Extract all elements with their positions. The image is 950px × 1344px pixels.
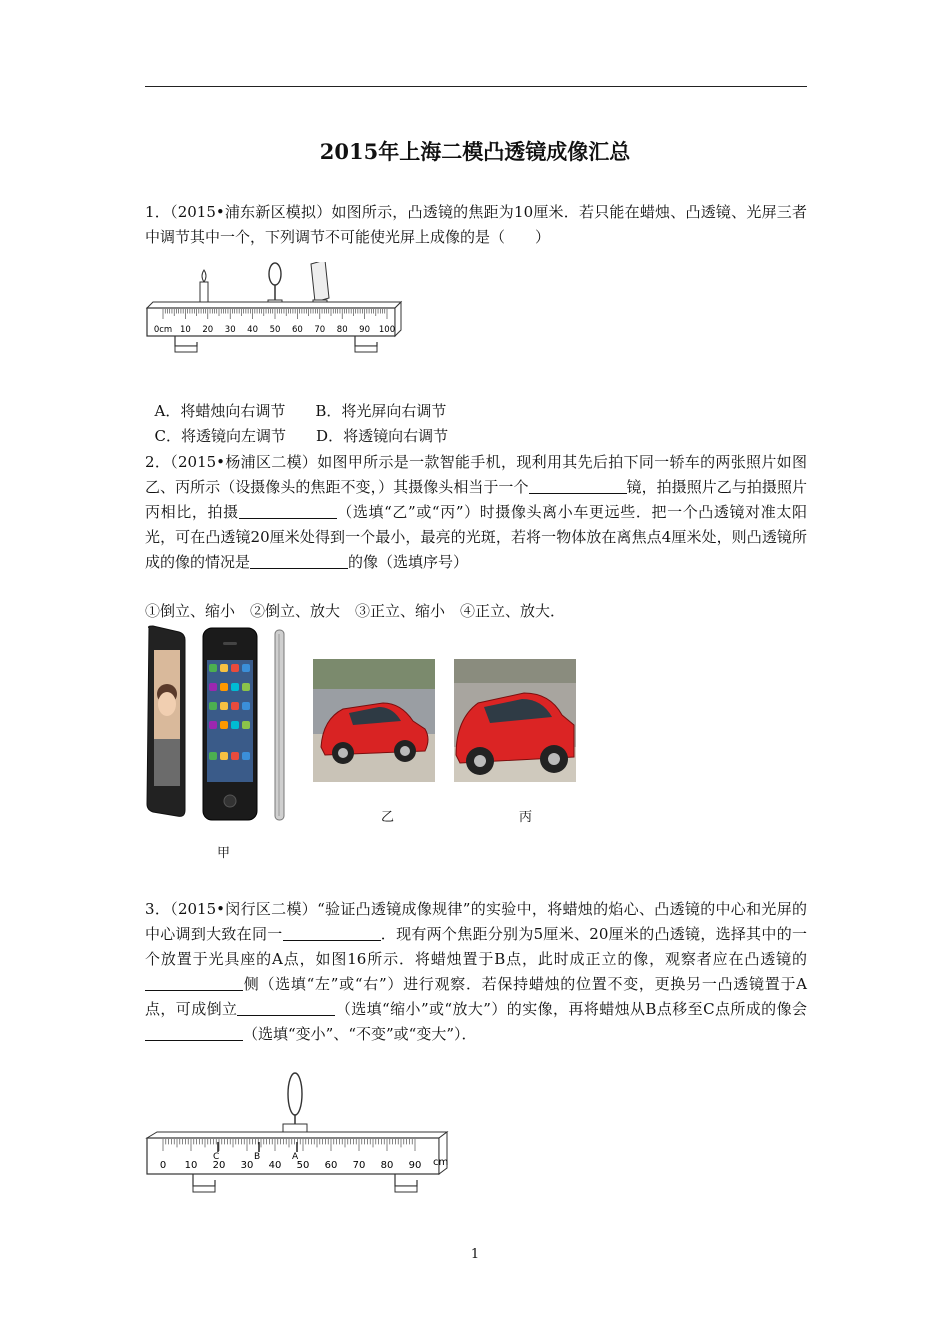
app-icon: [231, 683, 239, 691]
svg-text:C: C: [213, 1152, 220, 1162]
answer-blank-7[interactable]: [145, 1024, 243, 1041]
phone-homescreen-icon: [203, 628, 257, 820]
app-icon: [220, 664, 228, 672]
ruler-label: 90: [408, 1160, 422, 1171]
app-icon: [231, 664, 239, 672]
convex-lens-icon: [283, 1073, 307, 1134]
ruler-label: 100: [378, 325, 396, 335]
optical-bench-figure-16: [143, 1066, 455, 1198]
page-title: 2015年上海二模凸透镜成像汇总: [319, 139, 631, 164]
ruler-label: 50: [269, 325, 281, 335]
phone-front-icon: [147, 626, 185, 816]
svg-text:A: A: [292, 1152, 299, 1162]
ruler-label: 20: [212, 1160, 226, 1171]
app-icon: [209, 752, 217, 760]
car-photo-bing: [454, 659, 576, 782]
question-3-text: 3．（2015•闵行区二模）“验证凸透镜成像规律”的实验中，将蜡烛的焰心、凸透镜的中心和光屏的中心调到大致在同一 ．现有两个焦距分别为5厘米、20厘米的凸透镜，选择其中的一个放置于光具座的A点，如图16所示．将蜡烛置于B点，此时成正立的像，观察者应在凸透镜的侧（选填“左”或“右”）进行观察．若保持蜡烛的位置不变，更换另一凸透镜置于A点，可成倒立 （选填“缩小”或“放大”）的实像，再将蜡烛从B点移至C点所成的像会（选填“变小”、“不变”或“变大”）．: [145, 900, 807, 1043]
caption-yi: 乙: [381, 810, 395, 825]
car-photo-yi: [313, 659, 435, 782]
answer-blank-1[interactable]: [529, 477, 627, 494]
answer-blank-6[interactable]: [237, 999, 335, 1016]
caption-bing: 丙: [519, 810, 533, 825]
phone-side-icon: [275, 630, 284, 820]
app-icon: [220, 721, 228, 729]
question-1-text: 1．（2015•浦东新区模拟）如图所示，凸透镜的焦距为10厘米．若只能在蜡烛、凸透镜、光屏三者中调节其中一个，下列调节不可能使光屏上成像的是（ ）: [145, 203, 807, 246]
ruler-label: 0cm: [153, 325, 173, 335]
ruler-label: 30: [224, 325, 236, 335]
app-icon: [231, 752, 239, 760]
app-icon: [209, 664, 217, 672]
ruler-label: 20: [202, 325, 214, 335]
ruler-label: 60: [291, 325, 303, 335]
ruler-label: 10: [179, 325, 191, 335]
ruler-label: 10: [184, 1160, 198, 1171]
option-a: A．将蜡烛向右调节: [154, 402, 286, 420]
ruler-label: 80: [336, 325, 348, 335]
ruler-label: 50: [296, 1160, 310, 1171]
app-icon: [209, 683, 217, 691]
app-icon: [242, 664, 250, 672]
answer-blank-4[interactable]: [283, 924, 381, 941]
svg-text:B: B: [254, 1152, 261, 1162]
optical-bench-figure-1: [143, 262, 405, 362]
ruler-label: 90: [359, 325, 371, 335]
app-icon: [242, 683, 250, 691]
caption-jia: 甲: [217, 846, 231, 861]
question-2-choices: ①倒立、缩小 ②倒立、放大 ③正立、缩小 ④正立、放大．: [145, 602, 566, 620]
app-icon: [209, 721, 217, 729]
ruler-unit: cm: [433, 1157, 449, 1168]
light-screen-icon: [311, 262, 329, 308]
answer-blank-2[interactable]: [239, 502, 337, 519]
convex-lens-icon: [268, 263, 282, 308]
app-icon: [242, 702, 250, 710]
app-icon: [242, 721, 250, 729]
ruler-label: 80: [380, 1160, 394, 1171]
page-number: 1: [470, 1247, 480, 1262]
app-icon: [242, 752, 250, 760]
option-d: D．将透镜向右调节: [316, 427, 449, 445]
header-rule: [145, 86, 807, 87]
answer-blank-5[interactable]: [145, 974, 243, 991]
ruler-label: 70: [352, 1160, 366, 1171]
option-c: C．将透镜向左调节: [154, 427, 287, 445]
app-icon: [220, 702, 228, 710]
ruler-label: 30: [240, 1160, 254, 1171]
ruler-label: 40: [268, 1160, 282, 1171]
app-icon: [209, 702, 217, 710]
app-icon: [220, 752, 228, 760]
ruler-label: 40: [247, 325, 259, 335]
option-b: B．将光屏向右调节: [315, 402, 447, 420]
app-icon: [231, 702, 239, 710]
ruler-label: 0: [159, 1160, 167, 1171]
app-icon: [220, 683, 228, 691]
answer-blank-3[interactable]: [250, 552, 348, 569]
ruler-label: 70: [314, 325, 326, 335]
smartphone-figure: [143, 624, 293, 824]
ruler-label: 60: [324, 1160, 338, 1171]
app-icon: [231, 721, 239, 729]
question-2-text: 2．（2015•杨浦区二模）如图甲所示是一款智能手机，现利用其先后拍下同一轿车的两张照片如图乙、丙所示（设摄像头的焦距不变，）其摄像头相当于一个 镜，拍摄照片乙与拍摄照片丙相比，拍摄 （选填“乙”或“丙”）时摄像头离小车更远些．把一个凸透镜对准太阳光，可在凸透镜20厘米处得到一个最小，最亮的光斑，若将一物体放在离焦点4厘米处，则凸透镜所成的像的情况是 的像（选填序号）: [145, 453, 807, 571]
